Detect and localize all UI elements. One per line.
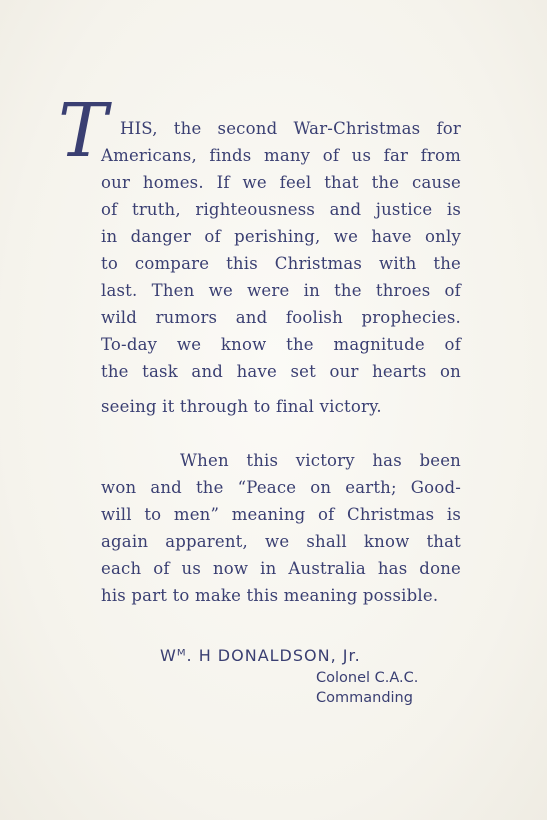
paragraph2-line-5: each of us now in Australia has done xyxy=(101,559,461,578)
paragraph1-line-6: to compare this Christmas with the xyxy=(101,254,461,273)
paragraph1-line-9: To-day we know the magnitude of xyxy=(101,335,461,354)
paragraph1-line-8: wild rumors and foolish prophecies. xyxy=(101,308,461,327)
paragraph1-line-4: of truth, righteousness and justice is xyxy=(101,200,461,219)
paragraph1-line-5: in danger of perishing, we have only xyxy=(101,227,461,246)
signature-rank: Colonel C.A.C. xyxy=(316,670,419,686)
paragraph2-line-1: When this victory has been xyxy=(180,451,461,470)
paragraph1-line-1: HIS, the second War-Christmas for xyxy=(120,119,461,138)
signature-role: Commanding xyxy=(316,690,413,706)
paragraph1-line-7: last. Then we were in the throes of xyxy=(101,281,461,300)
paragraph2-line-4: again apparent, we shall know that xyxy=(101,532,461,551)
paragraph2-line-6: his part to make this meaning possible. xyxy=(101,586,439,605)
paragraph1-line-2: Americans, finds many of us far from xyxy=(101,146,461,165)
paragraph1-line-10: the task and have set our hearts on xyxy=(101,362,461,381)
drop-cap: T xyxy=(58,88,108,174)
paragraph2-line-2: won and the “Peace on earth; Good- xyxy=(101,478,461,497)
paragraph2-line-3: will to men” meaning of Christmas is xyxy=(101,505,461,524)
paragraph1-line-11: seeing it through to final victory. xyxy=(101,397,382,416)
paragraph1-line-3: our homes. If we feel that the cause xyxy=(101,173,461,192)
signature-name: Wᴹ. H DONALDSON, Jr. xyxy=(160,646,361,665)
